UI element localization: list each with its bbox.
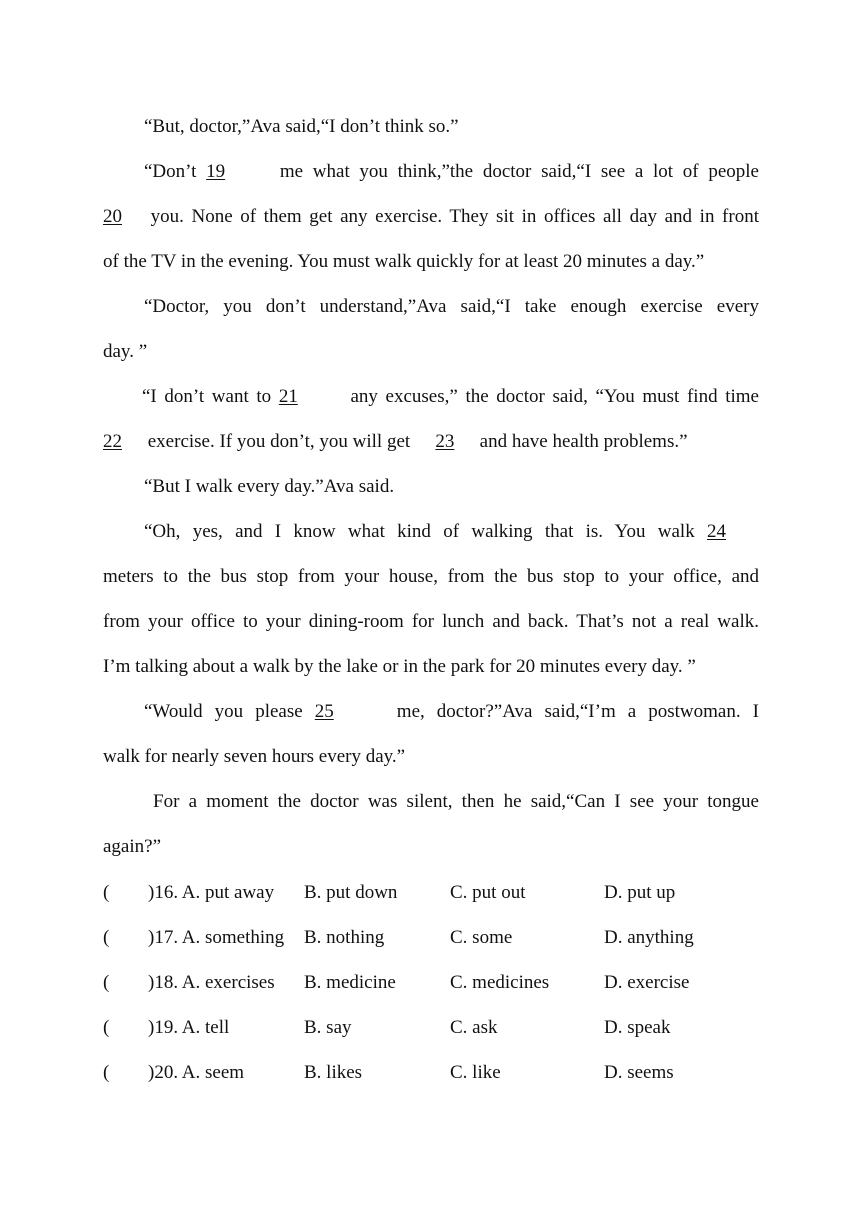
passage-text: from your office to your dining-room for lunch and back. That’s not a real walk. bbox=[103, 611, 759, 632]
passage-line bbox=[103, 205, 759, 229]
question-option-c: C. ask bbox=[450, 1017, 498, 1038]
passage-text: any excuses,” the doctor said, “You must find time bbox=[342, 386, 759, 407]
answer-paren: ( bbox=[103, 972, 110, 993]
answer-paren: ( bbox=[103, 1017, 110, 1038]
passage-text: you. None of them get any exercise. They sit in offices all day and in front bbox=[143, 206, 759, 227]
blank-21 bbox=[279, 385, 343, 409]
question-option-b: B. put down bbox=[304, 882, 398, 903]
question-option-b: B. nothing bbox=[304, 927, 385, 948]
passage-text: walk for nearly seven hours every day.” bbox=[103, 746, 406, 767]
passage-text: “Oh, yes, and I know what kind of walking that is. You walk bbox=[144, 521, 707, 542]
question-option-a: )16. A. put away bbox=[148, 882, 275, 903]
question-option-b: B. likes bbox=[304, 1062, 363, 1083]
passage-line bbox=[103, 340, 759, 364]
passage-line bbox=[144, 700, 759, 724]
question-option-c: C. like bbox=[450, 1062, 501, 1083]
blank-25 bbox=[315, 700, 385, 724]
question-option-b: B. say bbox=[304, 1017, 352, 1038]
answer-paren: ( bbox=[103, 1062, 110, 1083]
blank-24 bbox=[707, 520, 759, 544]
question-option-c: C. put out bbox=[450, 882, 526, 903]
question-option-d: D. speak bbox=[604, 1017, 671, 1038]
passage-line bbox=[103, 250, 759, 274]
passage-text: meters to the bus stop from your house, from the bus stop to your office, and bbox=[103, 566, 759, 587]
question-option-b: B. medicine bbox=[304, 972, 396, 993]
question-option-d: D. seems bbox=[604, 1062, 674, 1083]
passage-text: again?” bbox=[103, 836, 162, 857]
passage-line bbox=[144, 115, 759, 139]
question-option-c: C. medicines bbox=[450, 972, 550, 993]
passage-line bbox=[153, 790, 759, 814]
passage-text: and have health problems.” bbox=[474, 431, 688, 452]
passage-text: “Would you please bbox=[144, 701, 315, 722]
blank-number: 25 bbox=[314, 701, 334, 722]
question-option-a: )19. A. tell bbox=[148, 1017, 230, 1038]
blank-number: 21 bbox=[278, 386, 298, 407]
passage-text: exercise. If you don’t, you will get bbox=[143, 431, 415, 452]
passage-text: day. ” bbox=[103, 341, 148, 362]
passage-text: “Doctor, you don’t understand,”Ava said,“I take enough exercise every bbox=[144, 296, 759, 317]
blank-20 bbox=[103, 205, 143, 229]
question-option-a: )20. A. seem bbox=[148, 1062, 245, 1083]
blank-23 bbox=[415, 430, 475, 454]
question-option-a: )18. A. exercises bbox=[148, 972, 275, 993]
blank-19 bbox=[206, 160, 270, 184]
blank-22 bbox=[103, 430, 143, 454]
passage-line bbox=[144, 295, 759, 319]
passage-text: me, doctor?”Ava said,“I’m a postwoman. I bbox=[384, 701, 759, 722]
passage-text: me what you think,”the doctor said,“I see a lot of people bbox=[270, 161, 759, 182]
passage-text: “Don’t bbox=[144, 161, 207, 182]
blank-number: 20 bbox=[103, 206, 122, 227]
question-option-d: D. anything bbox=[604, 927, 694, 948]
answer-paren: ( bbox=[103, 927, 110, 948]
passage-line bbox=[144, 160, 759, 184]
question-option-d: D. put up bbox=[604, 882, 676, 903]
blank-number: 19 bbox=[206, 161, 226, 182]
passage-text: of the TV in the evening. You must walk quickly for at least 20 minutes a day.” bbox=[103, 251, 705, 272]
blank-number: 22 bbox=[103, 431, 122, 452]
answer-paren: ( bbox=[103, 882, 110, 903]
passage-line bbox=[103, 655, 759, 679]
passage-line bbox=[103, 610, 759, 634]
passage-line bbox=[103, 835, 759, 859]
passage-text: “But I walk every day.”Ava said. bbox=[144, 476, 395, 497]
question-option-c: C. some bbox=[450, 927, 513, 948]
passage-text: For a moment the doctor was silent, then he said,“Can I see your tongue bbox=[153, 791, 759, 812]
question-option-d: D. exercise bbox=[604, 972, 690, 993]
passage-line bbox=[142, 385, 759, 409]
passage-line bbox=[144, 475, 759, 499]
passage-line bbox=[103, 745, 759, 769]
passage-text: I’m talking about a walk by the lake or in the park for 20 minutes every day. ” bbox=[103, 656, 696, 677]
passage-line bbox=[144, 520, 759, 544]
blank-number: 24 bbox=[707, 521, 726, 542]
passage-line bbox=[103, 430, 759, 454]
blank-number: 23 bbox=[435, 431, 455, 452]
passage-text: “But, doctor,”Ava said,“I don’t think so.” bbox=[144, 116, 459, 137]
passage-line bbox=[103, 565, 759, 589]
passage-text: “I don’t want to bbox=[142, 386, 279, 407]
question-option-a: )17. A. something bbox=[148, 927, 285, 948]
